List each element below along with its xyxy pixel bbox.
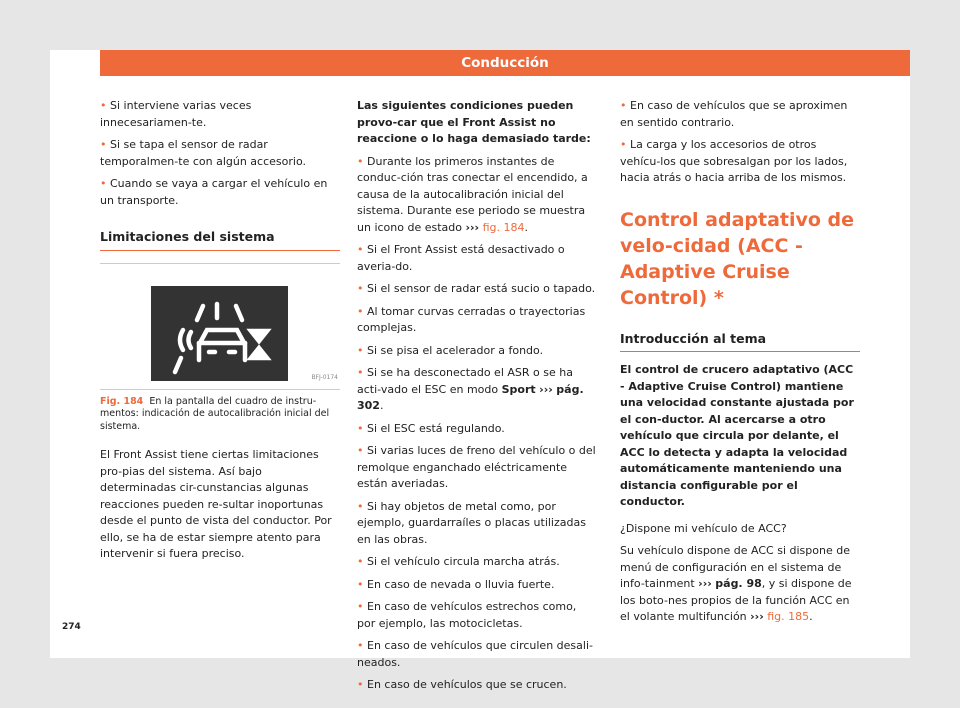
- page-98-link[interactable]: pág. 98: [715, 577, 762, 590]
- list-item: • Si interviene varias veces innecesariamen-te.: [100, 99, 252, 129]
- list-item: • En caso de vehículos estrechos como, por ejemplo, las motocicletas.: [357, 600, 577, 630]
- chapter-title: Control adaptativo de velo-cidad (ACC - Adaptive Cruise Control) *: [620, 208, 855, 309]
- list-item: • Si el sensor de radar está sucio o tapado.: [357, 282, 596, 295]
- page-302-link[interactable]: pág. 302: [357, 382, 584, 412]
- list-item: • Si hay objetos de metal como, por ejemplo, guardarraíles o placas utilizadas en las obras.: [357, 499, 586, 546]
- column-1: [100, 98, 340, 569]
- intro-paragraph: Las siguientes condiciones pueden provo-car que el Front Assist no reaccione o lo haga demasiado tarde:: [357, 99, 591, 145]
- list-item: • Cuando se vaya a cargar el vehículo en un transporte.: [100, 177, 328, 207]
- list-item: • Si el vehículo circula marcha atrás.: [357, 555, 560, 568]
- column-3: [620, 98, 860, 632]
- list-item: • Si se tapa el sensor de radar temporalmen-te con algún accesorio.: [100, 138, 306, 168]
- list-item: • Durante los primeros instantes de conduc-ción tras conectar el encendido, a causa de la autocalibración inicial del sistema. Durante ese periodo se muestra un icono de estado ››› fig. 184.: [357, 154, 588, 234]
- section-header: Conducción: [100, 50, 910, 76]
- instrument-display: [151, 286, 288, 381]
- section-heading: Limitaciones del sistema: [100, 229, 340, 251]
- figure-code: BFJ-0174: [311, 374, 338, 381]
- paragraph: Su vehículo dispone de ACC si dispone de menú de configuración en el sistema de info-tainment ››› pág. 98, y si dispone de los boto-nes propios de la función ACC en el volante multifunción ››› fig. 185.: [620, 544, 852, 623]
- figure-184: [100, 263, 340, 390]
- list-item: • Al tomar curvas cerradas o trayectorias complejas.: [357, 304, 586, 334]
- fig-184-link[interactable]: fig. 184: [482, 220, 525, 234]
- front-assist-calibration-icon: [151, 286, 288, 381]
- list-item: • Si el ESC está regulando.: [357, 421, 505, 435]
- list-item: • En caso de vehículos que se aproximen en sentido contrario.: [620, 99, 848, 129]
- intro-paragraph: El control de crucero adaptativo (ACC - Adaptive Cruise Control) mantiene una velocidad constante ajustada por el con-ductor. Al acercarse a otro vehículo que circula por delante, el ACC lo detecta y adapta la velocidad automáticamente manteniendo una distancia configurable por el conductor.: [620, 363, 854, 508]
- section-heading: Introducción al tema: [620, 331, 860, 353]
- paragraph: El Front Assist tiene ciertas limitaciones pro-pias del sistema. Así bajo determinadas cir-cunstancias algunas reacciones pueden re-sultar inoportunas desde el punto de vista del conductor. Por ello, se ha de estar siempre atento para intervenir si fuera preciso.: [100, 448, 332, 560]
- list-item: • La carga y los accesorios de otros vehícu-los que sobresalgan por los lados, hacia atrás o hacia arriba de los mismos.: [620, 138, 848, 184]
- list-item: • Si se pisa el acelerador a fondo.: [357, 343, 544, 357]
- list-item: • Si varias luces de freno del vehículo o del remolque enganchado eléctricamente están averiadas.: [357, 444, 596, 490]
- column-2: [357, 98, 597, 700]
- fig-185-link[interactable]: fig. 185: [767, 610, 810, 623]
- list-item: • En caso de nevada o lluvia fuerte.: [357, 577, 555, 591]
- page-number: 274: [62, 622, 81, 632]
- list-item: • En caso de vehículos que circulen desali-neados.: [357, 639, 593, 669]
- page: [50, 50, 910, 691]
- question: ¿Dispone mi vehículo de ACC?: [620, 521, 787, 535]
- list-item: • Si se ha desconectado el ASR o se ha acti-vado el ESC en modo Sport ››› pág. 302.: [357, 366, 584, 412]
- list-item: • Si el Front Assist está desactivado o averia-do.: [357, 243, 565, 273]
- list-item: • En caso de vehículos que se crucen.: [357, 678, 567, 691]
- figure-caption: Fig. 184 En la pantalla del cuadro de instru-mentos: indicación de autocalibración inicial del sistema.: [100, 395, 330, 432]
